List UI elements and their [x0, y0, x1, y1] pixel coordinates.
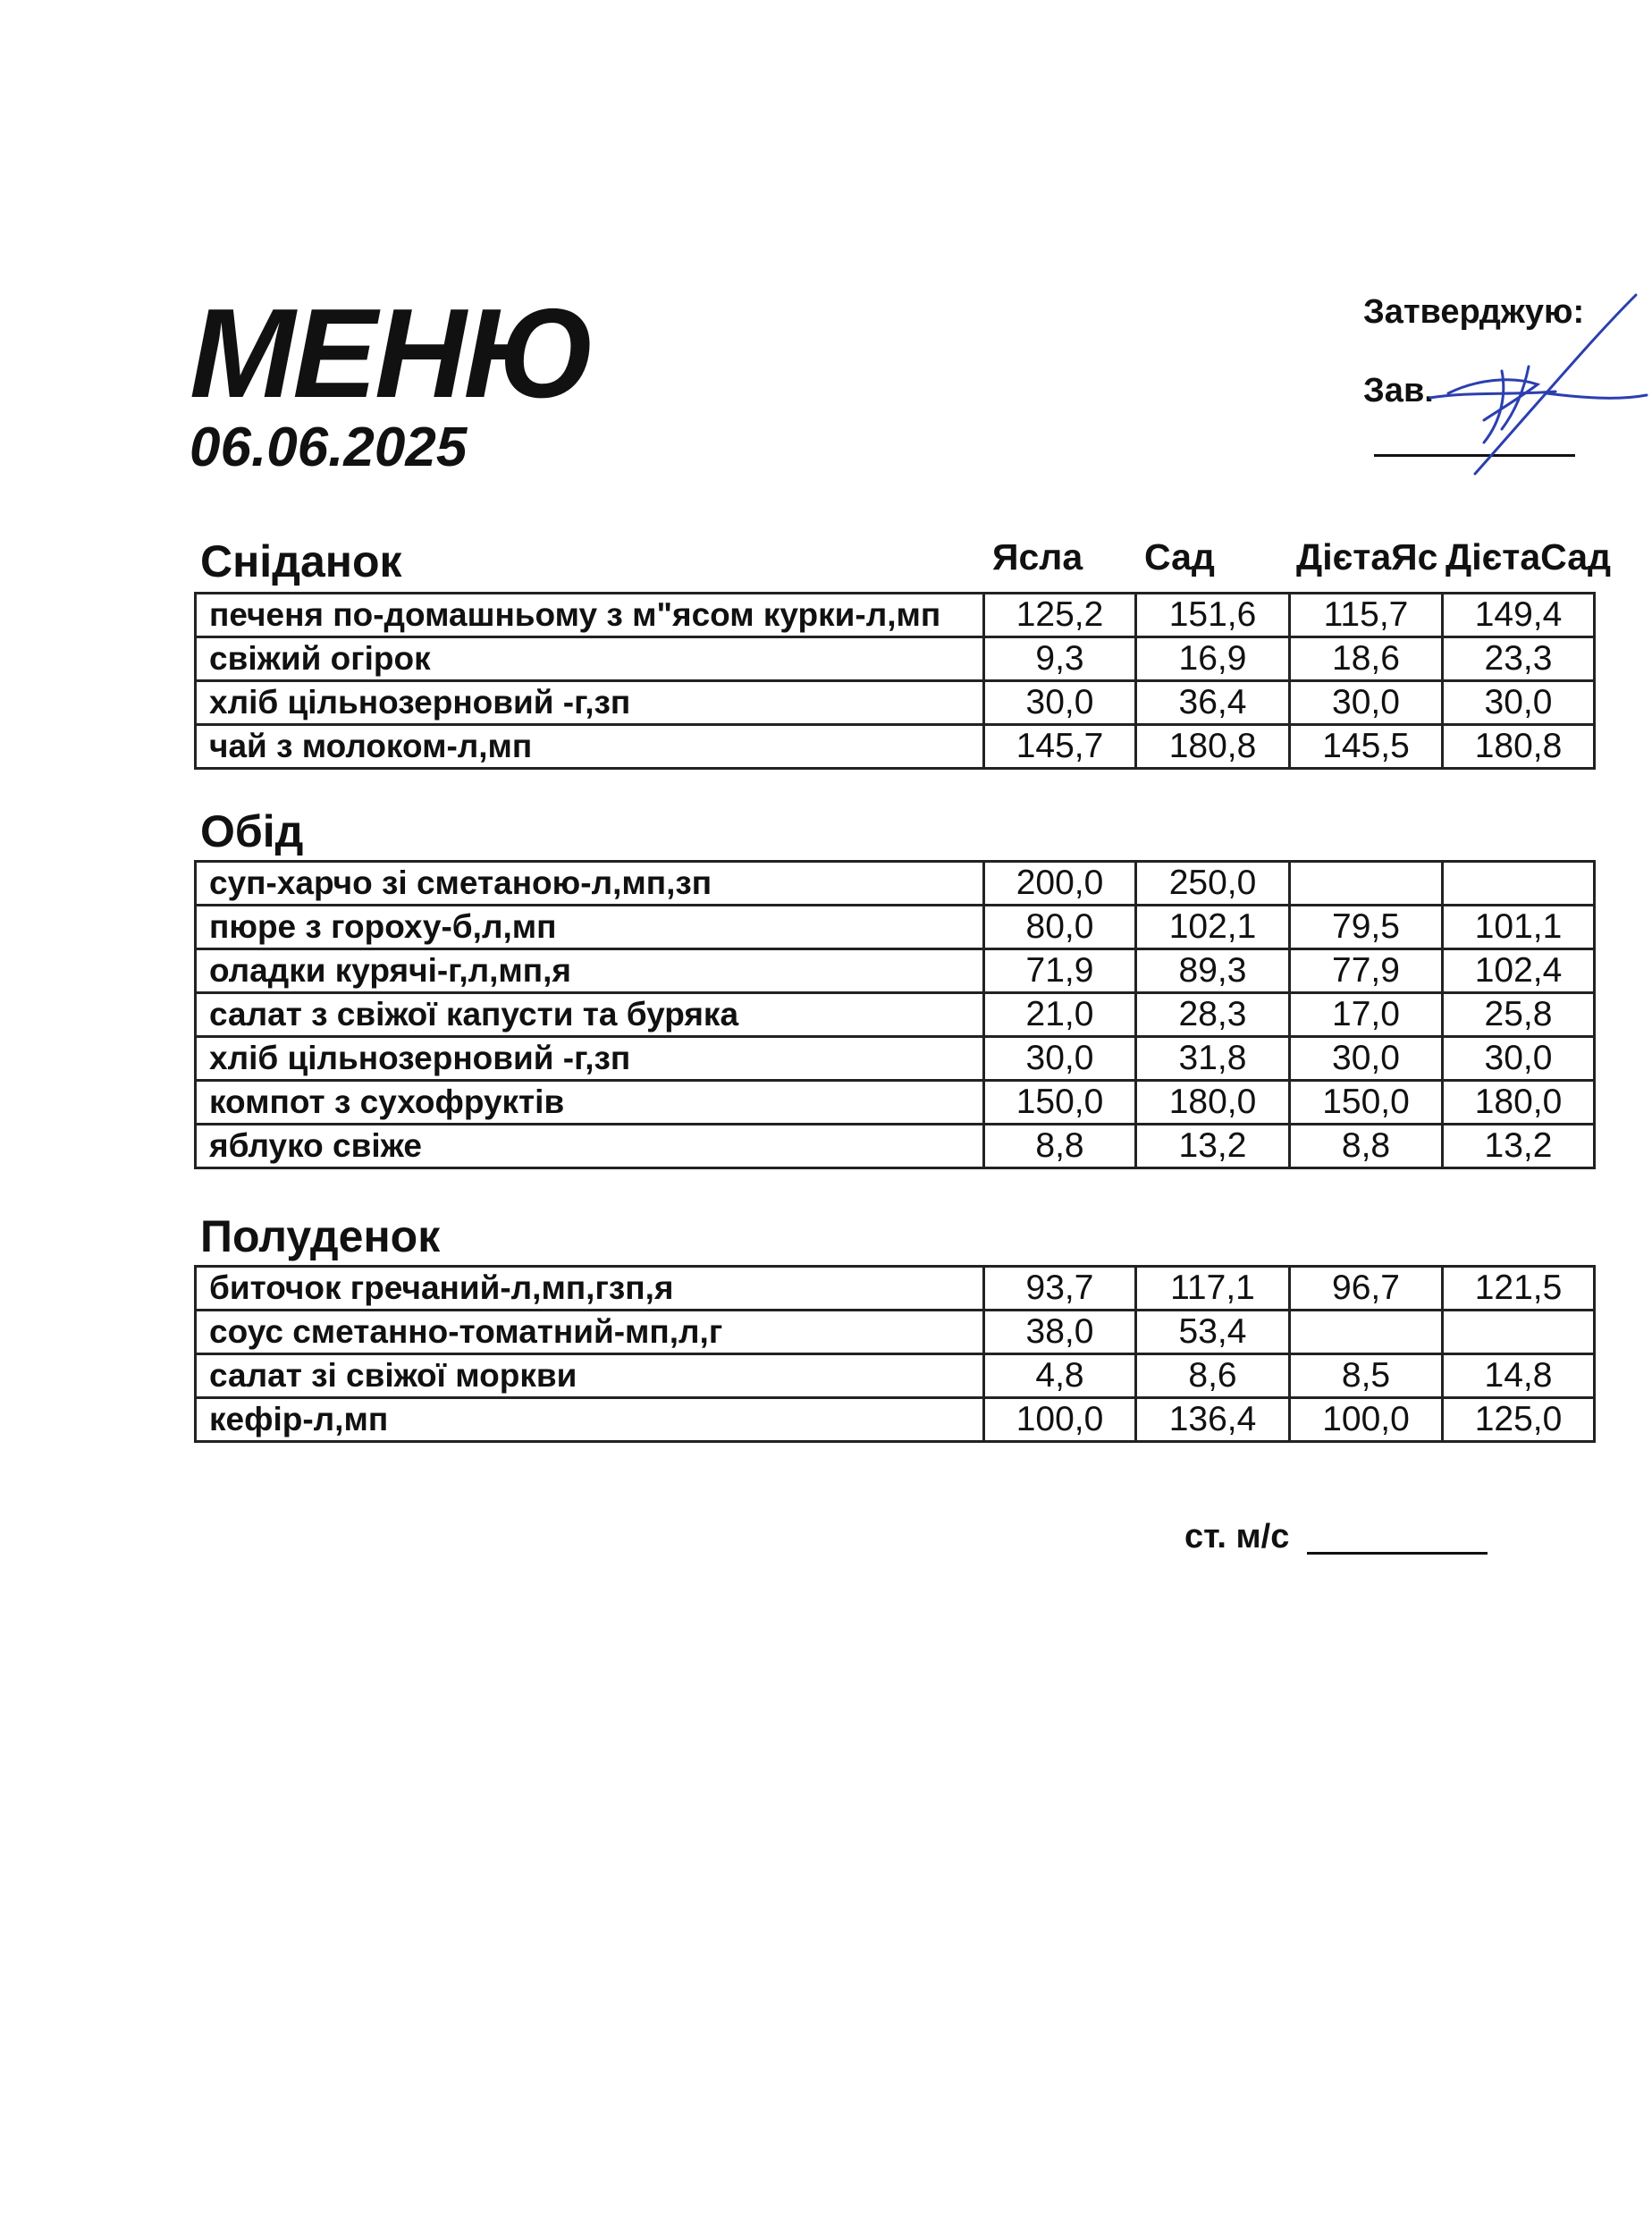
portion-dieta-sad: 25,8 [1443, 993, 1595, 1037]
portion-yasla: 21,0 [984, 993, 1136, 1037]
portion-yasla: 80,0 [984, 906, 1136, 949]
dish-name: пюре з гороху-б,л,мп [196, 906, 984, 949]
head-role-label: Зав. [1363, 372, 1434, 409]
portion-dieta-sad: 13,2 [1443, 1125, 1595, 1168]
portion-dieta-sad: 180,0 [1443, 1081, 1595, 1125]
head-nurse-signature-line [1307, 1552, 1488, 1555]
portion-yasla: 30,0 [984, 1037, 1136, 1081]
portion-sad: 180,8 [1136, 725, 1290, 769]
dish-name: хліб цільнозерновий -г,зп [196, 681, 984, 725]
portion-yasla: 200,0 [984, 862, 1136, 906]
portion-dieta-sad: 121,5 [1443, 1267, 1595, 1311]
column-header-dieta-yas: ДієтаЯс [1296, 536, 1438, 577]
signature-mark [1412, 286, 1652, 492]
portion-sad: 250,0 [1136, 862, 1290, 906]
portion-sad: 36,4 [1136, 681, 1290, 725]
breakfast-table [194, 592, 1596, 770]
dish-name: компот з сухофруктів [196, 1081, 984, 1125]
dish-name: яблуко свіже [196, 1125, 984, 1168]
portion-dieta-yas: 30,0 [1290, 1037, 1443, 1081]
portion-yasla: 93,7 [984, 1267, 1136, 1311]
portion-sad: 8,6 [1136, 1354, 1290, 1398]
portion-dieta-yas: 17,0 [1290, 993, 1443, 1037]
dish-name: соус сметанно-томатний-мп,л,г [196, 1311, 984, 1354]
portion-sad: 151,6 [1136, 594, 1290, 637]
portion-dieta-sad: 23,3 [1443, 637, 1595, 681]
portion-sad: 180,0 [1136, 1081, 1290, 1125]
table-row [196, 1267, 1595, 1311]
portion-sad: 31,8 [1136, 1037, 1290, 1081]
portion-yasla: 38,0 [984, 1311, 1136, 1354]
portion-sad: 53,4 [1136, 1311, 1290, 1354]
afternoon-snack-table [194, 1265, 1596, 1443]
dish-name: салат з свіжої капусти та буряка [196, 993, 984, 1037]
menu-date: 06.06.2025 [190, 417, 468, 478]
portion-yasla: 30,0 [984, 681, 1136, 725]
dish-name: печеня по-домашньому з м"ясом курки-л,мп [196, 594, 984, 637]
portion-dieta-sad: 30,0 [1443, 681, 1595, 725]
portion-yasla: 100,0 [984, 1398, 1136, 1442]
portion-dieta-sad: 101,1 [1443, 906, 1595, 949]
table-row [196, 1081, 1595, 1125]
approve-label: Затверджую: [1363, 293, 1585, 331]
section-title-lunch: Обід [200, 806, 304, 856]
portion-sad: 28,3 [1136, 993, 1290, 1037]
portion-dieta-sad: 14,8 [1443, 1354, 1595, 1398]
portion-dieta-yas: 8,8 [1290, 1125, 1443, 1168]
table-row [196, 1354, 1595, 1398]
table-row [196, 1037, 1595, 1081]
portion-sad: 136,4 [1136, 1398, 1290, 1442]
portion-dieta-yas: 8,5 [1290, 1354, 1443, 1398]
portion-dieta-yas: 96,7 [1290, 1267, 1443, 1311]
section-title-afternoon-snack: Полуденок [200, 1211, 441, 1261]
portion-sad: 102,1 [1136, 906, 1290, 949]
table-row [196, 906, 1595, 949]
portion-dieta-sad: 180,8 [1443, 725, 1595, 769]
portion-dieta-yas: 30,0 [1290, 681, 1443, 725]
table-row [196, 1311, 1595, 1354]
table-row [196, 993, 1595, 1037]
column-header-dieta-sad: ДієтаСад [1446, 536, 1612, 577]
portion-dieta-yas: 79,5 [1290, 906, 1443, 949]
portion-yasla: 71,9 [984, 949, 1136, 993]
portion-sad: 117,1 [1136, 1267, 1290, 1311]
portion-dieta-sad: 125,0 [1443, 1398, 1595, 1442]
portion-sad: 16,9 [1136, 637, 1290, 681]
table-row [196, 862, 1595, 906]
dish-name: биточок гречаний-л,мп,гзп,я [196, 1267, 984, 1311]
portion-dieta-yas: 115,7 [1290, 594, 1443, 637]
dish-name: свіжий огірок [196, 637, 984, 681]
table-row [196, 725, 1595, 769]
dish-name: чай з молоком-л,мп [196, 725, 984, 769]
portion-dieta-sad: 149,4 [1443, 594, 1595, 637]
portion-dieta-sad [1443, 862, 1595, 906]
menu-title: МЕНЮ [190, 282, 594, 425]
lunch-table [194, 860, 1596, 1169]
section-title-breakfast: Сніданок [200, 536, 402, 586]
dish-name: суп-харчо зі сметаною-л,мп,зп [196, 862, 984, 906]
dish-name: салат зі свіжої моркви [196, 1354, 984, 1398]
portion-yasla: 8,8 [984, 1125, 1136, 1168]
table-row [196, 637, 1595, 681]
portion-sad: 13,2 [1136, 1125, 1290, 1168]
dish-name: кефір-л,мп [196, 1398, 984, 1442]
portion-dieta-yas [1290, 1311, 1443, 1354]
portion-dieta-sad: 30,0 [1443, 1037, 1595, 1081]
table-row [196, 949, 1595, 993]
portion-dieta-sad [1443, 1311, 1595, 1354]
portion-dieta-yas: 77,9 [1290, 949, 1443, 993]
portion-dieta-yas: 150,0 [1290, 1081, 1443, 1125]
dish-name: оладки курячі-г,л,мп,я [196, 949, 984, 993]
portion-yasla: 150,0 [984, 1081, 1136, 1125]
portion-sad: 89,3 [1136, 949, 1290, 993]
portion-dieta-yas: 145,5 [1290, 725, 1443, 769]
table-row [196, 1398, 1595, 1442]
portion-dieta-yas [1290, 862, 1443, 906]
portion-yasla: 4,8 [984, 1354, 1136, 1398]
portion-dieta-sad: 102,4 [1443, 949, 1595, 993]
head-nurse-label: ст. м/с [1184, 1518, 1290, 1555]
portion-dieta-yas: 100,0 [1290, 1398, 1443, 1442]
column-header-yasla: Ясла [992, 536, 1083, 577]
dish-name: хліб цільнозерновий -г,зп [196, 1037, 984, 1081]
column-header-sad: Сад [1144, 536, 1215, 577]
portion-yasla: 125,2 [984, 594, 1136, 637]
portion-yasla: 9,3 [984, 637, 1136, 681]
table-row [196, 1125, 1595, 1168]
table-row [196, 681, 1595, 725]
portion-yasla: 145,7 [984, 725, 1136, 769]
portion-dieta-yas: 18,6 [1290, 637, 1443, 681]
table-row [196, 594, 1595, 637]
